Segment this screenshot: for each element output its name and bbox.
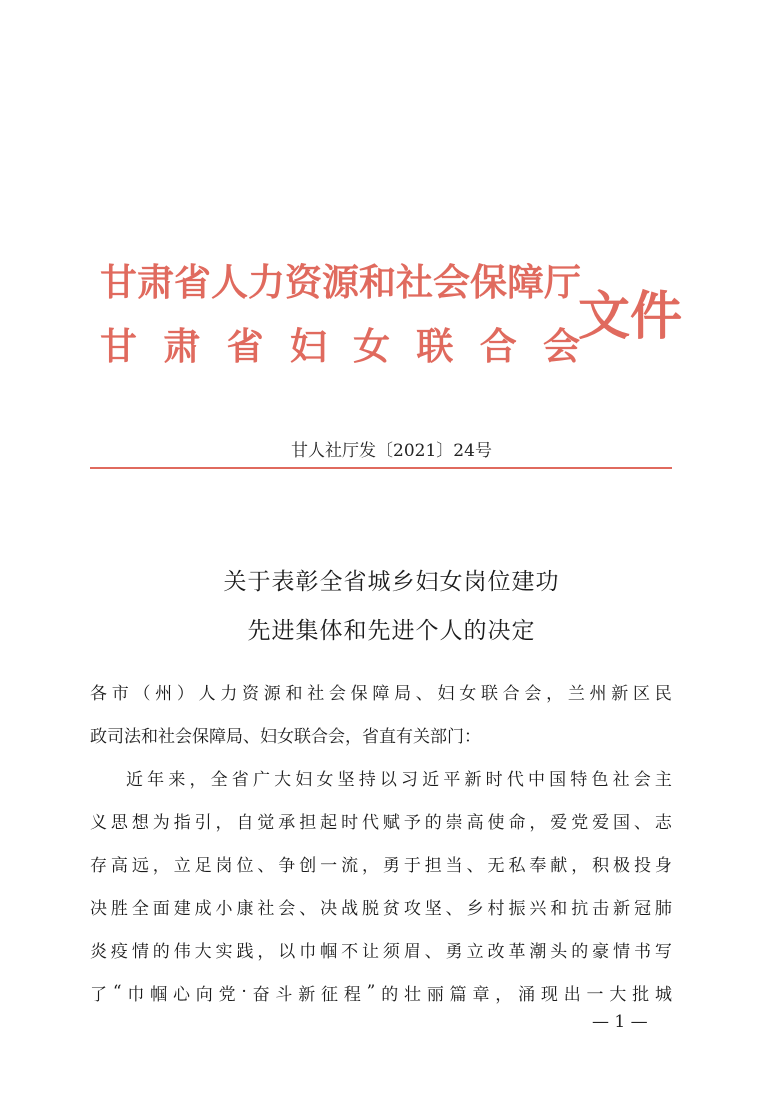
body-char: 的 [152,941,170,962]
body-char: 局 [226,726,243,747]
body-char: 局 [394,683,412,704]
body-line [90,977,672,1007]
body-char: 决 [90,898,107,919]
body-char: ， [257,941,275,962]
body-char: 新 [464,769,482,790]
body-char: 保 [350,683,368,704]
body-char: 坚 [337,769,355,790]
body-char: ， [529,812,547,833]
body-char: ” [366,982,376,1002]
body-char: 争 [278,855,296,876]
body-char: 小 [215,898,233,919]
body-char: 法 [124,726,141,747]
body-char: 合 [311,726,328,747]
body-char: 近 [126,769,143,790]
body-char: 批 [632,984,650,1005]
body-char: 关 [413,726,430,747]
body-char: 会 [278,898,296,919]
body-char: 党 [571,812,589,833]
body-char: 现 [540,984,558,1005]
body-char: 以 [379,769,397,790]
body-char: 壮 [404,984,421,1005]
body-char: 代 [361,812,379,833]
body-char: 向 [195,984,213,1005]
body-char: “ [112,982,122,1002]
body-char: 的 [424,812,442,833]
issuer-line-2-char: 会 [542,324,580,368]
body-char: 康 [236,898,254,919]
body-char: 于 [403,855,421,876]
body-char: 须 [382,941,400,962]
body-char: ， [189,769,207,790]
body-char: 新 [613,898,631,919]
body-char: 省 [362,726,379,747]
body-char: 写 [654,941,672,962]
body-char: 资 [242,683,260,704]
body-char: 国 [613,812,631,833]
body-char: 指 [173,812,191,833]
body-char: 习 [401,769,419,790]
body-char: 特 [570,769,588,790]
body-char: 想 [131,812,149,833]
body-char: 抗 [571,898,589,919]
body-char: 司 [107,726,124,747]
page-number: — 1 — [592,1012,648,1032]
body-char: 自 [236,812,254,833]
body-char: 情 [613,941,631,962]
body-char: 的 [381,984,399,1005]
body-char: 、 [633,812,651,833]
body-char: 合 [502,683,520,704]
body-char: 奉 [529,855,547,876]
body-char: 和 [550,898,568,919]
body-char: 成 [194,898,212,919]
body-char: 承 [278,812,296,833]
body-char: 全 [210,769,228,790]
body-char: 时 [485,769,503,790]
body-char: 立 [173,855,191,876]
body-char: 社 [307,683,325,704]
body-char: 、 [257,855,275,876]
body-char: 持 [358,769,376,790]
body-char: ， [571,855,589,876]
body-char: 疫 [110,941,128,962]
body-char: 有 [396,726,413,747]
body-char: 女 [316,769,334,790]
document-title-line-2: 先进集体和先进个人的决定 [247,618,536,644]
body-char: 高 [466,812,484,833]
body-char: 予 [403,812,421,833]
body-char: 党 [218,984,236,1005]
body-char: 年 [147,769,165,790]
body-char: 潮 [529,941,547,962]
body-char: 会 [175,726,192,747]
body-char: 州 [589,683,607,704]
body-char: 心 [172,984,190,1005]
body-char: 近 [422,769,440,790]
body-char: 改 [487,941,505,962]
body-char: 丽 [426,984,444,1005]
body-char: 会 [633,769,651,790]
body-line [90,805,672,835]
body-char: 贫 [382,898,400,919]
body-char: 决 [320,898,338,919]
body-char: 女 [459,683,477,704]
body-char: 会 [328,726,345,747]
body-char: 平 [443,769,461,790]
body-char: ， [215,812,233,833]
body-char: 大 [274,769,292,790]
body-char: 、 [243,726,260,747]
body-char: 代 [506,769,524,790]
body-char: 爱 [550,812,568,833]
body-char: 联 [294,726,311,747]
body-char: ， [361,855,379,876]
body-char: 为 [152,812,170,833]
body-char: 振 [508,898,526,919]
issuer-line-2-char: 省 [226,324,264,368]
body-char: 妇 [437,683,455,704]
body-char: 思 [110,812,128,833]
document-title-line-1: 关于表彰全省城乡妇女岗位建功 [223,569,560,595]
body-char: 力 [220,683,238,704]
body-char: ， [495,984,513,1005]
body-char: 各 [90,683,107,704]
body-char: 联 [480,683,498,704]
body-char: 建 [173,898,191,919]
body-char: 义 [90,812,107,833]
body-char: 、 [466,855,484,876]
body-char: 一 [586,984,604,1005]
body-char: 崇 [445,812,463,833]
body-char: ， [345,726,362,747]
body-char: 州 [155,683,173,704]
body-char: 革 [508,941,526,962]
body-char: 主 [654,769,672,790]
body-char: · [241,982,247,1002]
body-char: 、 [415,683,433,704]
body-char: 新 [611,683,629,704]
body-char: ： [464,726,481,747]
body-char: 障 [209,726,226,747]
body-char: 担 [299,812,317,833]
body-char: 奋 [252,984,270,1005]
body-char: 践 [236,941,254,962]
body-char: 私 [508,855,526,876]
body-char: 妇 [295,769,313,790]
body-char: 让 [361,941,379,962]
body-line [90,934,672,964]
body-char: 来 [168,769,186,790]
body-char: 引 [194,812,212,833]
body-char: 书 [633,941,651,962]
body-char: 无 [487,855,505,876]
body-char: 出 [563,984,581,1005]
body-char: 时 [341,812,359,833]
body-char: 实 [215,941,233,962]
body-char: 乡 [466,898,484,919]
issuer-line-2-char: 肃 [163,324,201,368]
body-char: 不 [341,941,359,962]
body-char: 社 [158,726,175,747]
body-char: 政 [90,726,107,747]
body-char: 市 [111,683,129,704]
body-char: 头 [550,941,568,962]
body-char: 直 [379,726,396,747]
body-char: 当 [445,855,463,876]
body-char: 命 [508,812,526,833]
body-char: 帼 [320,941,338,962]
body-char: 征 [321,984,339,1005]
body-char: 城 [654,984,672,1005]
body-line [90,676,672,706]
body-char: 觉 [257,812,275,833]
body-char: 广 [252,769,270,790]
body-char: 肺 [654,898,672,919]
body-char: 极 [613,855,631,876]
document-number: 甘人社厅发〔2021〕24号 [291,441,492,461]
body-char: 人 [198,683,216,704]
body-char: 大 [194,941,212,962]
body-line [126,762,672,792]
body-char: 志 [654,812,672,833]
body-char: 勇 [445,941,463,962]
body-char: 勇 [382,855,400,876]
body-char: 程 [343,984,361,1005]
body-char: 巾 [299,941,317,962]
body-char: 爱 [592,812,610,833]
body-char: ， [152,855,170,876]
body-char: 一 [320,855,338,876]
body-char: 社 [257,898,275,919]
body-char: 和 [141,726,158,747]
issuer-line-2-char: 合 [479,324,517,368]
body-char: 岗 [215,855,233,876]
issuer-line-1: 甘肃省人力资源和社会保障厅 [100,260,581,304]
body-char: 眉 [403,941,421,962]
body-char: 新 [298,984,316,1005]
issuer-line-2-char: 妇 [289,324,327,368]
body-char: 篇 [449,984,467,1005]
body-char: 部 [430,726,447,747]
body-char: 全 [131,898,149,919]
body-char: 兴 [529,898,547,919]
body-line [90,891,672,921]
body-char: 大 [609,984,627,1005]
body-char: 村 [487,898,505,919]
body-char: 位 [236,855,254,876]
body-char: 区 [632,683,650,704]
body-char: 障 [372,683,390,704]
body-char: 色 [591,769,609,790]
body-char: 源 [263,683,281,704]
body-char: 的 [571,941,589,962]
body-line [90,848,672,878]
body-char: 以 [278,941,296,962]
body-char: 章 [472,984,490,1005]
body-char: 胜 [110,898,128,919]
issuer-line-2-char: 甘 [100,324,137,368]
body-char: 和 [285,683,303,704]
body-char: 巾 [127,984,145,1005]
body-char: 献 [550,855,568,876]
body-char: 攻 [403,898,421,919]
body-char: 冠 [633,898,651,919]
body-char: 社 [612,769,630,790]
body-char: 身 [654,855,672,876]
body-char: 高 [110,855,128,876]
body-char: 斗 [275,984,293,1005]
body-char: 会 [328,683,346,704]
body-char: 帼 [150,984,168,1005]
body-char: 省 [231,769,249,790]
body-char: ） [176,683,194,704]
body-line [90,719,672,749]
body-char: 、 [445,898,463,919]
body-char: 足 [194,855,212,876]
body-char: 情 [131,941,149,962]
body-char: 伟 [173,941,191,962]
body-char: 坚 [424,898,442,919]
body-char: 面 [152,898,170,919]
red-divider [90,467,672,469]
body-char: 远 [131,855,149,876]
body-char: 涌 [518,984,536,1005]
body-char: 炎 [90,941,107,962]
issuer-line-2-char: 女 [353,324,391,368]
body-char: 脱 [361,898,379,919]
body-char: 兰 [567,683,585,704]
body-char: 了 [90,984,107,1005]
document-word: 文件 [578,286,683,347]
body-char: 赋 [382,812,400,833]
body-char: 豪 [592,941,610,962]
body-char: 妇 [260,726,277,747]
body-char: 中 [527,769,545,790]
body-char: 会 [524,683,542,704]
body-char: 击 [592,898,610,919]
body-char: 存 [90,855,107,876]
body-char: 使 [487,812,505,833]
issuer-line-2 [100,316,580,370]
body-char: 、 [424,941,442,962]
body-char: 立 [466,941,484,962]
body-char: 投 [633,855,651,876]
body-char: 积 [592,855,610,876]
body-char: 国 [549,769,567,790]
body-char: 起 [320,812,338,833]
issuer-line-2-char: 联 [416,324,454,368]
body-char: ， [546,683,564,704]
body-char: 战 [341,898,359,919]
body-char: 流 [341,855,359,876]
body-char: 创 [299,855,317,876]
body-char: 女 [277,726,294,747]
body-char: 担 [424,855,442,876]
body-char: （ [133,683,151,704]
body-char: 、 [299,898,317,919]
body-char: 保 [192,726,209,747]
body-char: 民 [654,683,672,704]
body-char: 门 [447,726,464,747]
